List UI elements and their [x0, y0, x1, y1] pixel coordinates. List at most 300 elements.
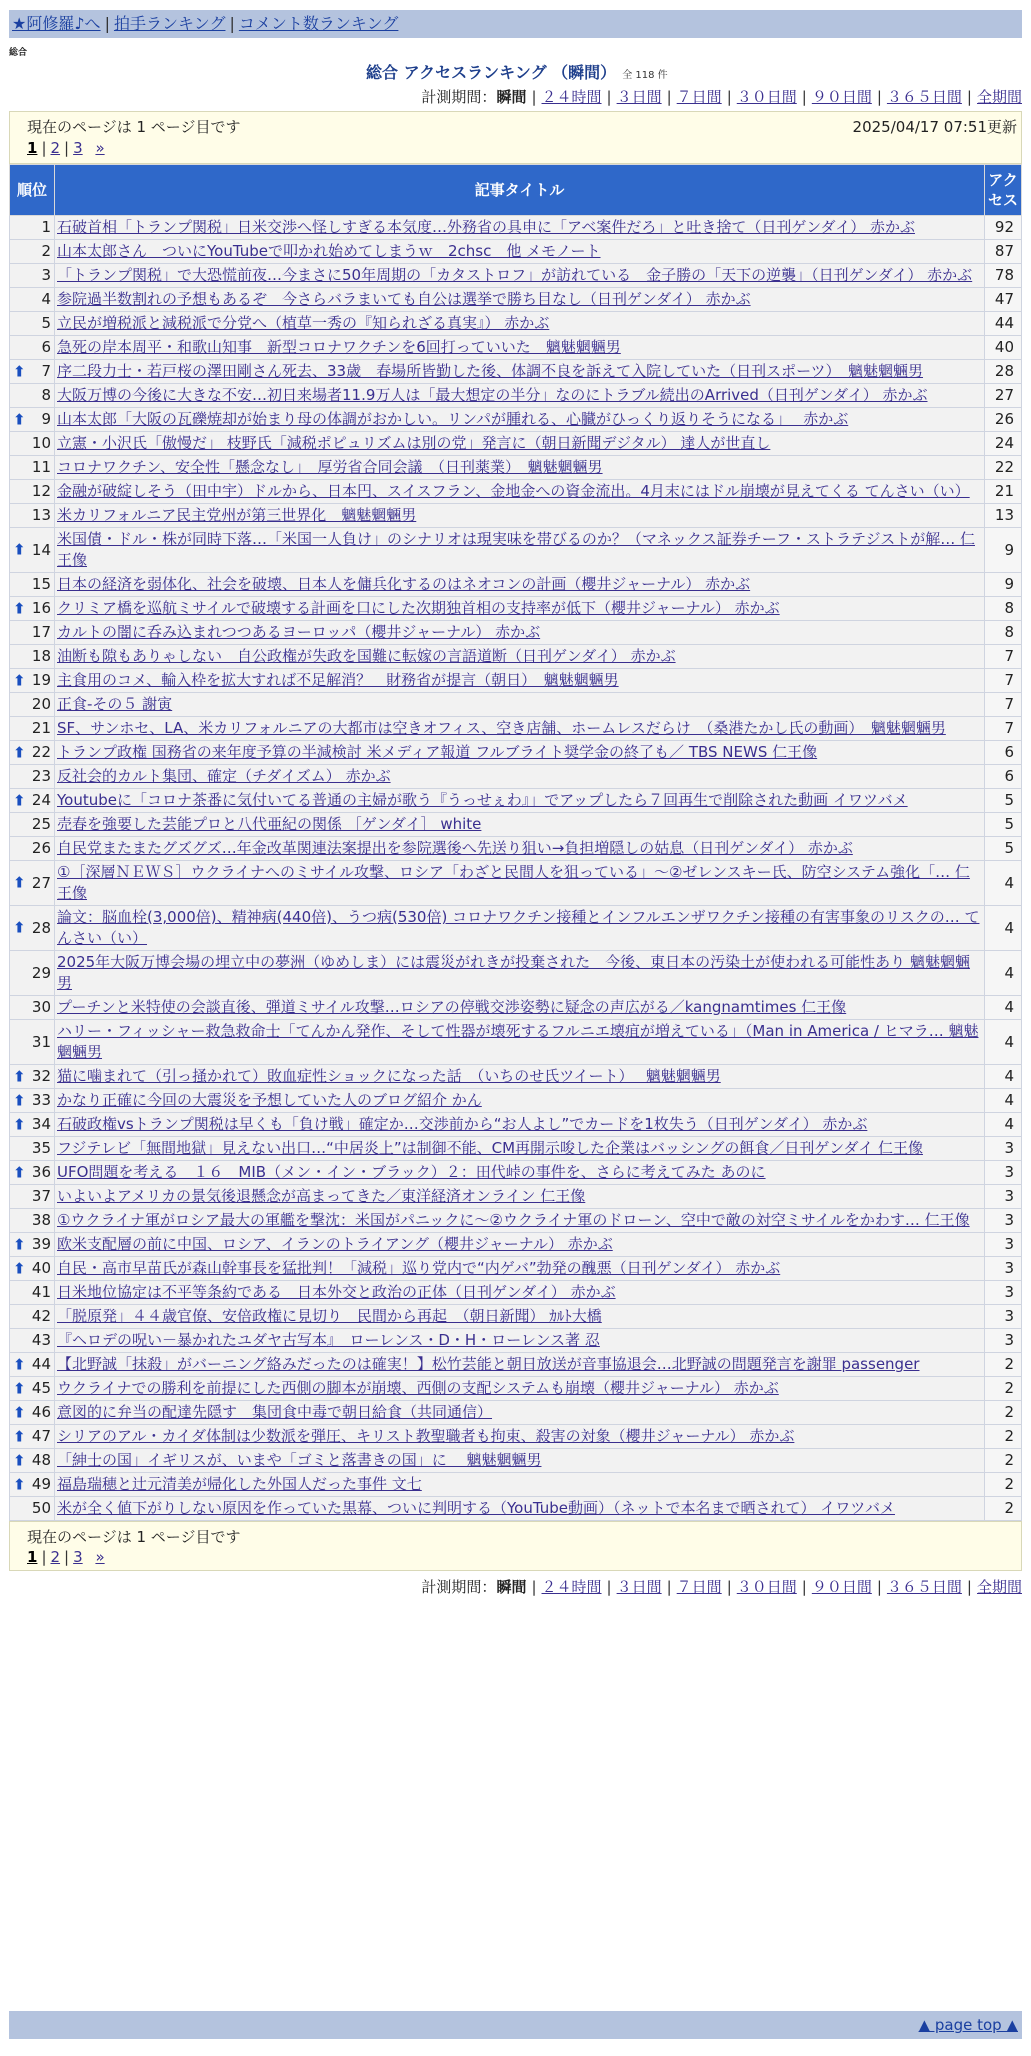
table-row: [10, 741, 1022, 765]
article-link[interactable]: 石破首相「トランプ関税」日米交渉へ怪しすぎる本気度…外務省の具申に「アベ案件だろ」と吐き捨て（日刊ゲンダイ） 赤かぶ: [57, 218, 915, 236]
title-cell: [55, 996, 985, 1020]
access-count: 8: [985, 597, 1022, 621]
rank-cell: [10, 741, 55, 765]
title-cell: [55, 1449, 985, 1473]
pagination-bottom: 1 | 2 | 3 »: [27, 1548, 105, 1566]
article-link[interactable]: 自民党またまたグズグズ…年金改革関連法案提出を参院選後へ先送り狙い→負担増隠しの姑息（日刊ゲンダイ） 赤かぶ: [57, 839, 853, 857]
period-7d-bottom[interactable]: ７日間: [676, 1578, 722, 1596]
access-count: 92: [985, 216, 1022, 240]
title-cell: [55, 1401, 985, 1425]
rank-up-arrow-icon: ⬆: [13, 362, 26, 380]
title-cell: [55, 528, 985, 573]
access-count: 4: [985, 1089, 1022, 1113]
access-count: 2: [985, 1353, 1022, 1377]
period-7d[interactable]: ７日間: [676, 88, 722, 106]
access-count: 6: [985, 765, 1022, 789]
rank-number: 15: [31, 575, 51, 593]
rank-number: 34: [31, 1115, 51, 1133]
rank-number: 3: [41, 266, 51, 284]
title-cell: [55, 717, 985, 741]
rank-cell: [10, 1209, 55, 1233]
top-nav-bar: ★阿修羅♪へ | 拍手ランキング | コメント数ランキング: [9, 10, 1022, 38]
table-row: [10, 1497, 1022, 1521]
article-link[interactable]: 福島瑞穂と辻元清美が帰化した外国人だった事件 文七: [57, 1475, 422, 1493]
table-row: [10, 996, 1022, 1020]
article-link[interactable]: Youtubeに「コロナ茶番に気付いてる普通の主婦が歌う『うっせぇわ』」でアップしたら７回再生で削除された動画 イワツバメ: [57, 791, 908, 809]
rank-number: 46: [31, 1403, 51, 1421]
table-row: [10, 1377, 1022, 1401]
title-cell: [55, 573, 985, 597]
title-cell: [55, 1161, 985, 1185]
rank-cell: [10, 1281, 55, 1305]
access-count: 4: [985, 951, 1022, 996]
rank-cell: [10, 951, 55, 996]
rank-number: 20: [31, 695, 51, 713]
period-365d[interactable]: ３６５日間: [886, 88, 962, 106]
table-row: [10, 312, 1022, 336]
article-link[interactable]: 序二段力士・若戸桜の澤田剛さん死去、33歳 春場所皆勤した後、体調不良を訴えて入院していた（日刊スポーツ） 魑魅魍魎男: [57, 362, 923, 380]
rank-up-arrow-icon: ⬆: [13, 410, 26, 428]
rank-number: 32: [31, 1067, 51, 1085]
rank-number: 26: [31, 839, 51, 857]
article-link[interactable]: 「脱原発」４４歳官僚、安倍政権に見切り 民間から再起 （朝日新聞） ｶﾙﾄ大橋: [57, 1307, 602, 1325]
access-count: 3: [985, 1329, 1022, 1353]
table-row: [10, 408, 1022, 432]
table-row: [10, 432, 1022, 456]
rank-cell: [10, 1473, 55, 1497]
access-count: 26: [985, 408, 1022, 432]
article-link[interactable]: 自民・高市早苗氏が森山幹事長を猛批判！「減税」巡り党内で“内ゲバ”勃発の醜悪（日刊ゲンダイ） 赤かぶ: [57, 1259, 781, 1277]
title-cell: [55, 1353, 985, 1377]
table-row: [10, 789, 1022, 813]
article-link[interactable]: 欧米支配層の前に中国、ロシア、イランのトライアング（櫻井ジャーナル） 赤かぶ: [57, 1235, 613, 1253]
article-link[interactable]: 論文：脳血栓(3,000倍)、精神病(440倍)、うつ病(530倍) コロナワクチン接種とインフルエンザワクチン接種の有害事象のリスクの… てんさい（い）: [57, 908, 980, 947]
article-link[interactable]: フジテレビ「無間地獄」見えない出口…“中居炎上”は制御不能、CM再開示唆した企業はバッシングの餌食／日刊ゲンダイ 仁王像: [57, 1139, 923, 1157]
table-row: [10, 1089, 1022, 1113]
rank-number: 4: [41, 290, 51, 308]
title-cell: [55, 1497, 985, 1521]
article-link[interactable]: 参院過半数割れの予想もあるぞ 今さらバラまいても自公は選挙で勝ち目なし（日刊ゲンダイ） 赤かぶ: [57, 290, 751, 308]
article-link[interactable]: 日本の経済を弱体化、社会を破壊、日本人を傭兵化するのはネオコンの計画（櫻井ジャーナル） 赤かぶ: [57, 575, 751, 593]
article-link[interactable]: 急死の岸本周平・和歌山知事 新型コロナワクチンを6回打っていいた 魑魅魍魎男: [57, 338, 621, 356]
rank-number: 44: [31, 1355, 51, 1373]
period-3d[interactable]: ３日間: [616, 88, 662, 106]
period-30d[interactable]: ３０日間: [736, 88, 797, 106]
title-cell: [55, 264, 985, 288]
rank-cell: [10, 621, 55, 645]
access-count: 3: [985, 1209, 1022, 1233]
table-row: [10, 1113, 1022, 1137]
rank-number: 19: [31, 671, 51, 689]
table-row: [10, 504, 1022, 528]
article-link[interactable]: UFO問題を考える １６ MIB（メン・イン・ブラック）２：田代峠の事件を、さらに考えてみた あのに: [57, 1163, 766, 1181]
table-row: [10, 1185, 1022, 1209]
rank-cell: [10, 528, 55, 573]
title-cell: [55, 1305, 985, 1329]
table-row: [10, 669, 1022, 693]
page-top-link[interactable]: ▲ page top ▲: [918, 2016, 1018, 2034]
article-link[interactable]: 意図的に弁当の配達先隠す 集団食中毒で朝日給食（共同通信）: [57, 1403, 493, 1421]
rank-cell: [10, 789, 55, 813]
rank-number: 14: [31, 540, 51, 559]
rank-number: 31: [31, 1032, 51, 1051]
title-cell: [55, 693, 985, 717]
title-cell: [55, 1473, 985, 1497]
period-all[interactable]: 全期間: [976, 88, 1022, 106]
table-row: [10, 240, 1022, 264]
article-link[interactable]: 猫に噛まれて（引っ掻かれて）敗血症性ショックになった話 （いちのせ氏ツイート） 魑魅魍魎男: [57, 1067, 721, 1085]
title-cell: [55, 1281, 985, 1305]
rank-up-arrow-icon: ⬆: [13, 743, 26, 761]
table-row: [10, 1020, 1022, 1065]
period-3d-bottom[interactable]: ３日間: [616, 1578, 662, 1596]
page-link-2-bottom[interactable]: 2: [50, 1548, 61, 1566]
rank-up-arrow-icon: ⬆: [13, 1379, 26, 1397]
access-count: 3: [985, 1233, 1022, 1257]
title-cell: [55, 408, 985, 432]
period-24h[interactable]: ２４時間: [541, 88, 602, 106]
rank-cell: [10, 693, 55, 717]
access-count: 7: [985, 645, 1022, 669]
article-link[interactable]: 米カリフォルニア民主党州が第三世界化 魑魅魍魎男: [57, 506, 417, 524]
article-link[interactable]: クリミア橋を巡航ミサイルで破壊する計画を口にした次期独首相の支持率が低下（櫻井ジャーナル） 赤かぶ: [57, 599, 780, 617]
access-count: 5: [985, 837, 1022, 861]
article-link[interactable]: 日米地位協定は不平等条約である 日本外交と政治の正体（日刊ゲンダイ） 赤かぶ: [57, 1283, 616, 1301]
rank-cell: [10, 480, 55, 504]
rank-cell: [10, 597, 55, 621]
nav-link-asyura[interactable]: ★阿修羅♪へ: [12, 14, 101, 33]
article-link[interactable]: 『ヘロデの呪い－暴かれたユダヤ古写本』 ローレンス・D・H・ローレンス著 忍: [57, 1331, 600, 1349]
rank-cell: [10, 1161, 55, 1185]
access-count: 47: [985, 288, 1022, 312]
table-row: [10, 813, 1022, 837]
article-link[interactable]: トランプ政権 国務省の来年度予算の半減検討 米メディア報道 フルブライト奨学金の終了も／ TBS NEWS 仁王像: [57, 743, 818, 761]
rank-number: 45: [31, 1379, 51, 1397]
rank-number: 11: [31, 458, 51, 476]
article-link[interactable]: ①ウクライナ軍がロシア最大の軍艦を撃沈：米国がパニックに～②ウクライナ軍のドローン、空中で敵の対空ミサイルをかわす… 仁王像: [57, 1211, 970, 1229]
table-row: [10, 336, 1022, 360]
table-row: [10, 216, 1022, 240]
title-cell: [55, 1377, 985, 1401]
access-count: 28: [985, 360, 1022, 384]
title-cell: [55, 645, 985, 669]
access-count: 2: [985, 1473, 1022, 1497]
access-count: 3: [985, 1161, 1022, 1185]
rank-cell: [10, 1305, 55, 1329]
article-link[interactable]: 米国債・ドル・株が同時下落…「米国一人負け」のシナリオは現実味を帯びるのか？（マネックス証券チーフ・ストラテジストが解… 仁王像: [57, 530, 975, 569]
title-cell: [55, 1065, 985, 1089]
title-cell: [55, 1329, 985, 1353]
rank-cell: [10, 264, 55, 288]
title-cell: [55, 432, 985, 456]
article-link[interactable]: 売春を強要した芸能プロと八代亜紀の関係 ［ゲンダイ］ white: [57, 815, 482, 833]
rank-number: 40: [31, 1259, 51, 1277]
title-cell: [55, 837, 985, 861]
article-link[interactable]: 【北野誠「抹殺」がバーニング絡みだったのは確実！】松竹芸能と朝日放送が音事協退会…北野誠の問題発言を謝罪 passenger: [57, 1355, 920, 1373]
period-all-bottom[interactable]: 全期間: [976, 1578, 1022, 1596]
pagination: 1 | 2 | 3 »: [27, 139, 105, 157]
period-90d-bottom[interactable]: ９０日間: [811, 1578, 872, 1596]
title-cell: [55, 597, 985, 621]
access-count: 4: [985, 1020, 1022, 1065]
rank-number: 27: [31, 873, 51, 892]
article-link[interactable]: ウクライナでの勝利を前提にした西側の脚本が崩壊、西側の支配システムも崩壊（櫻井ジャーナル） 赤かぶ: [57, 1379, 779, 1397]
rank-number: 9: [41, 410, 51, 428]
rank-cell: [10, 1497, 55, 1521]
rank-cell: [10, 1257, 55, 1281]
rank-up-arrow-icon: ⬆: [13, 599, 26, 617]
rank-up-arrow-icon: ⬆: [13, 1475, 26, 1493]
period-365d-bottom[interactable]: ３６５日間: [886, 1578, 962, 1596]
table-row: [10, 1281, 1022, 1305]
title-cell: [55, 456, 985, 480]
rank-up-arrow-icon: ⬆: [13, 1259, 26, 1277]
table-row: [10, 1353, 1022, 1377]
rank-number: 18: [31, 647, 51, 665]
title-cell: [55, 813, 985, 837]
page-next[interactable]: »: [95, 139, 105, 157]
table-row: [10, 456, 1022, 480]
access-count: 3: [985, 1137, 1022, 1161]
rank-cell: [10, 504, 55, 528]
access-count: 4: [985, 996, 1022, 1020]
page-link-3-bottom[interactable]: 3: [73, 1548, 83, 1566]
rank-number: 21: [31, 719, 51, 737]
access-count: 5: [985, 789, 1022, 813]
article-link[interactable]: シリアのアル・カイダ体制は少数派を弾圧、キリスト教聖職者も拘束、殺害の対象（櫻井ジャーナル） 赤かぶ: [57, 1427, 795, 1445]
access-count: 3: [985, 1257, 1022, 1281]
article-link[interactable]: 正食-その５ 謝寅: [57, 695, 173, 713]
article-link[interactable]: 2025年大阪万博会場の埋立中の夢洲（ゆめしま）には震災がれきが投棄された 今後、東日本の汚染土が使われる可能性あり 魑魅魍魎男: [57, 953, 970, 992]
access-count: 40: [985, 336, 1022, 360]
rank-number: 7: [41, 362, 51, 380]
rank-number: 50: [31, 1499, 51, 1517]
access-count: 21: [985, 480, 1022, 504]
access-count: 2: [985, 1377, 1022, 1401]
title-cell: [55, 669, 985, 693]
rank-number: 41: [31, 1283, 51, 1301]
period-selector-bottom: 計測期間：瞬間 | ２４時間 | ３日間 | ７日間 | ３０日間 | ９０日間 | ３６５日間 | 全期間: [421, 1578, 1022, 1596]
ranking-table: [9, 164, 1022, 1521]
access-header: アクセス: [985, 165, 1022, 216]
rank-cell: [10, 1377, 55, 1401]
access-count: 9: [985, 528, 1022, 573]
table-row: [10, 1449, 1022, 1473]
article-link[interactable]: 山本太郎「大阪の瓦礫焼却が始まり母の体調がおかしい。リンパが腫れる、心臓がひっくり返りそうになる」 赤かぶ: [57, 410, 849, 428]
table-row: [10, 1305, 1022, 1329]
rank-cell: [10, 813, 55, 837]
article-link[interactable]: 「トランプ関税」で大恐慌前夜…今まさに50年周期の「カタストロフ」が訪れている 金子勝の「天下の逆襲」（日刊ゲンダイ） 赤かぶ: [57, 266, 973, 284]
period-24h-bottom[interactable]: ２４時間: [541, 1578, 602, 1596]
title-cell: [55, 216, 985, 240]
rank-cell: [10, 216, 55, 240]
access-count: 78: [985, 264, 1022, 288]
article-link[interactable]: 石破政権vsトランプ関税は早くも「負け戦」確定か…交渉前から“お人よし”でカードを1枚失う（日刊ゲンダイ） 赤かぶ: [57, 1115, 868, 1133]
article-link[interactable]: コロナワクチン、安全性「懸念なし」 厚労省合同会議 （日刊薬業） 魑魅魍魎男: [57, 458, 603, 476]
bottom-bar: [9, 2011, 1022, 2039]
rank-number: 39: [31, 1235, 51, 1253]
rank-header: 順位: [10, 165, 55, 216]
rank-up-arrow-icon: ⬆: [13, 1451, 26, 1469]
table-row: [10, 645, 1022, 669]
period-30d-bottom[interactable]: ３０日間: [736, 1578, 797, 1596]
table-row: [10, 384, 1022, 408]
title-cell: [55, 288, 985, 312]
page-link-2[interactable]: 2: [50, 139, 61, 157]
rank-up-arrow-icon: ⬆: [13, 873, 26, 892]
rank-cell: [10, 1353, 55, 1377]
rank-up-arrow-icon: ⬆: [13, 1427, 26, 1445]
rank-up-arrow-icon: ⬆: [13, 791, 26, 809]
title-cell: [55, 789, 985, 813]
title-cell: [55, 861, 985, 906]
rank-number: 6: [41, 338, 51, 356]
rank-number: 37: [31, 1187, 51, 1205]
rank-cell: [10, 1065, 55, 1089]
current-page-text-bottom: 現在のページは 1 ページ目です: [27, 1528, 241, 1546]
rank-number: 35: [31, 1139, 51, 1157]
article-link[interactable]: かなり正確に今回の大震災を予想していた人のブログ紹介 かん: [57, 1091, 482, 1109]
table-row: [10, 1209, 1022, 1233]
pager-top: [9, 111, 1022, 164]
rank-number: 30: [31, 998, 51, 1016]
access-count: 13: [985, 504, 1022, 528]
rank-up-arrow-icon: ⬆: [13, 1403, 26, 1421]
ranking-rows: [10, 216, 1022, 1521]
article-link[interactable]: ①［深層ＮＥＷＳ］ウクライナへのミサイル攻撃、ロシア「わざと民間人を狙っている」～②ゼレンスキー氏、防空システム強化「… 仁王像: [57, 863, 970, 902]
article-link[interactable]: 金融が破綻しそう（田中宇）ドルから、日本円、スイスフラン、金地金への資金流出。4月末にはドル崩壊が見えてくる てんさい（い）: [57, 482, 970, 500]
period-90d[interactable]: ９０日間: [811, 88, 872, 106]
article-link[interactable]: 反社会的カルト集団、確定（チダイズム） 赤かぶ: [57, 767, 391, 785]
access-count: 8: [985, 621, 1022, 645]
rank-number: 8: [41, 386, 51, 404]
rank-up-arrow-icon: ⬆: [13, 540, 26, 559]
article-link[interactable]: 油断も隙もありゃしない 自公政権が失政を国難に転嫁の言語道断（日刊ゲンダイ） 赤かぶ: [57, 647, 676, 665]
article-link[interactable]: SF、サンホセ、LA、米カリフォルニアの大都市は空きオフィス、空き店舗、ホームレスだらけ （桑港たかし氏の動画） 魑魅魍魎男: [57, 719, 946, 737]
rank-cell: [10, 1113, 55, 1137]
rank-number: 5: [41, 314, 51, 332]
title-cell: [55, 741, 985, 765]
access-count: 5: [985, 813, 1022, 837]
rank-number: 24: [31, 791, 51, 809]
rank-cell: [10, 669, 55, 693]
rank-cell: [10, 288, 55, 312]
rank-cell: [10, 996, 55, 1020]
rank-cell: [10, 1020, 55, 1065]
rank-up-arrow-icon: ⬆: [13, 1091, 26, 1109]
title-cell: [55, 1113, 985, 1137]
table-row: [10, 951, 1022, 996]
article-link[interactable]: 大阪万博の今後に大きな不安…初日来場者11.9万人は「最大想定の半分」なのにトラブル続出のArrived（日刊ゲンダイ） 赤かぶ: [57, 386, 928, 404]
access-count: 22: [985, 456, 1022, 480]
article-link[interactable]: いよいよアメリカの景気後退懸念が高まってきた／東洋経済オンライン 仁王像: [57, 1187, 586, 1205]
page-link-3[interactable]: 3: [73, 139, 83, 157]
article-link[interactable]: 主食用のコメ、輸入枠を拡大すれば不足解消？ 財務省が提言（朝日） 魑魅魍魎男: [57, 671, 619, 689]
rank-number: 43: [31, 1331, 51, 1349]
table-row: [10, 528, 1022, 573]
table-row: [10, 906, 1022, 951]
nav-link-clap-ranking[interactable]: 拍手ランキング: [113, 14, 226, 33]
updated-timestamp: 2025/04/17 07:51更新: [852, 118, 1017, 136]
rank-cell: [10, 1185, 55, 1209]
rank-cell: [10, 1137, 55, 1161]
rank-number: 28: [31, 918, 51, 937]
period-selector-top: 計測期間：瞬間 | ２４時間 | ３日間 | ７日間 | ３０日間 | ９０日間 | ３６５日間 | 全期間: [421, 88, 1022, 106]
ranking-title: 総合 アクセスランキング （瞬間） 全 118 件: [366, 63, 668, 82]
rank-cell: [10, 240, 55, 264]
table-row: [10, 1137, 1022, 1161]
article-link[interactable]: カルトの闇に呑み込まれつつあるヨーロッパ（櫻井ジャーナル） 赤かぶ: [57, 623, 541, 641]
table-row: [10, 1065, 1022, 1089]
rank-number: 16: [31, 599, 51, 617]
article-link[interactable]: ハリー・フィッシャー救急救命士「てんかん発作、そして性器が壊死するフルニエ壊疽が増えている」（Man in America / ヒマラ… 魑魅魍魎男: [57, 1022, 979, 1061]
rank-up-arrow-icon: ⬆: [13, 1163, 26, 1181]
access-count: 2: [985, 1497, 1022, 1521]
article-link[interactable]: 米が全く値下がりしない原因を作っていた黒幕、ついに判明する（YouTube動画）（ネットで本名まで晒されて） イワツバメ: [57, 1499, 895, 1517]
access-count: 4: [985, 906, 1022, 951]
table-row: [10, 597, 1022, 621]
rank-cell: [10, 765, 55, 789]
rank-cell: [10, 312, 55, 336]
table-row: [10, 288, 1022, 312]
title-cell: [55, 480, 985, 504]
rank-number: 1: [41, 218, 51, 236]
access-count: 87: [985, 240, 1022, 264]
access-count: 24: [985, 432, 1022, 456]
article-link[interactable]: 山本太郎さん ついにYouTubeで叩かれ始めてしまうｗ 2chsc 他 メモノート: [57, 242, 601, 260]
title-cell: [55, 384, 985, 408]
rank-cell: [10, 336, 55, 360]
rank-number: 49: [31, 1475, 51, 1493]
access-count: 27: [985, 384, 1022, 408]
access-count: 4: [985, 861, 1022, 906]
rank-number: 22: [31, 743, 51, 761]
title-cell: [55, 312, 985, 336]
rank-cell: [10, 717, 55, 741]
nav-link-comment-ranking[interactable]: コメント数ランキング: [238, 14, 399, 33]
period-current: 瞬間: [496, 88, 527, 106]
pager-bottom: [9, 1521, 1022, 1571]
title-cell: [55, 1089, 985, 1113]
rank-number: 38: [31, 1211, 51, 1229]
access-count: 44: [985, 312, 1022, 336]
current-page-text: 現在のページは 1 ページ目です: [27, 118, 241, 136]
article-link[interactable]: 立憲・小沢氏「傲慢だ」 枝野氏「減税ポピュリズムは別の党」発言に（朝日新聞デジタル） 達人が世直し: [57, 434, 771, 452]
rank-cell: [10, 1425, 55, 1449]
article-link[interactable]: 「紳士の国」イギリスが、いまや「ゴミと落書きの国」に 魑魅魍魎男: [57, 1451, 542, 1469]
access-count: 7: [985, 693, 1022, 717]
section-label: 総合: [9, 48, 28, 58]
article-link[interactable]: プーチンと米特使の会談直後、弾道ミサイル攻撃…ロシアの停戦交渉姿勢に疑念の声広がる／kangnamtimes 仁王像: [57, 998, 847, 1016]
rank-up-arrow-icon: ⬆: [13, 1115, 26, 1133]
article-link[interactable]: 立民が増税派と減税派で分党へ（植草一秀の『知られざる真実』） 赤かぶ: [57, 314, 550, 332]
title-cell: [55, 1020, 985, 1065]
title-cell: [55, 765, 985, 789]
page-next-bottom[interactable]: »: [95, 1548, 105, 1566]
rank-cell: [10, 1401, 55, 1425]
access-count: 3: [985, 1281, 1022, 1305]
table-row: [10, 573, 1022, 597]
table-row: [10, 693, 1022, 717]
rank-number: 17: [31, 623, 51, 641]
access-count: 4: [985, 1113, 1022, 1137]
table-row: [10, 360, 1022, 384]
access-count: 2: [985, 1449, 1022, 1473]
access-count: 7: [985, 669, 1022, 693]
title-cell: [55, 906, 985, 951]
rank-cell: [10, 1233, 55, 1257]
table-row: [10, 1473, 1022, 1497]
